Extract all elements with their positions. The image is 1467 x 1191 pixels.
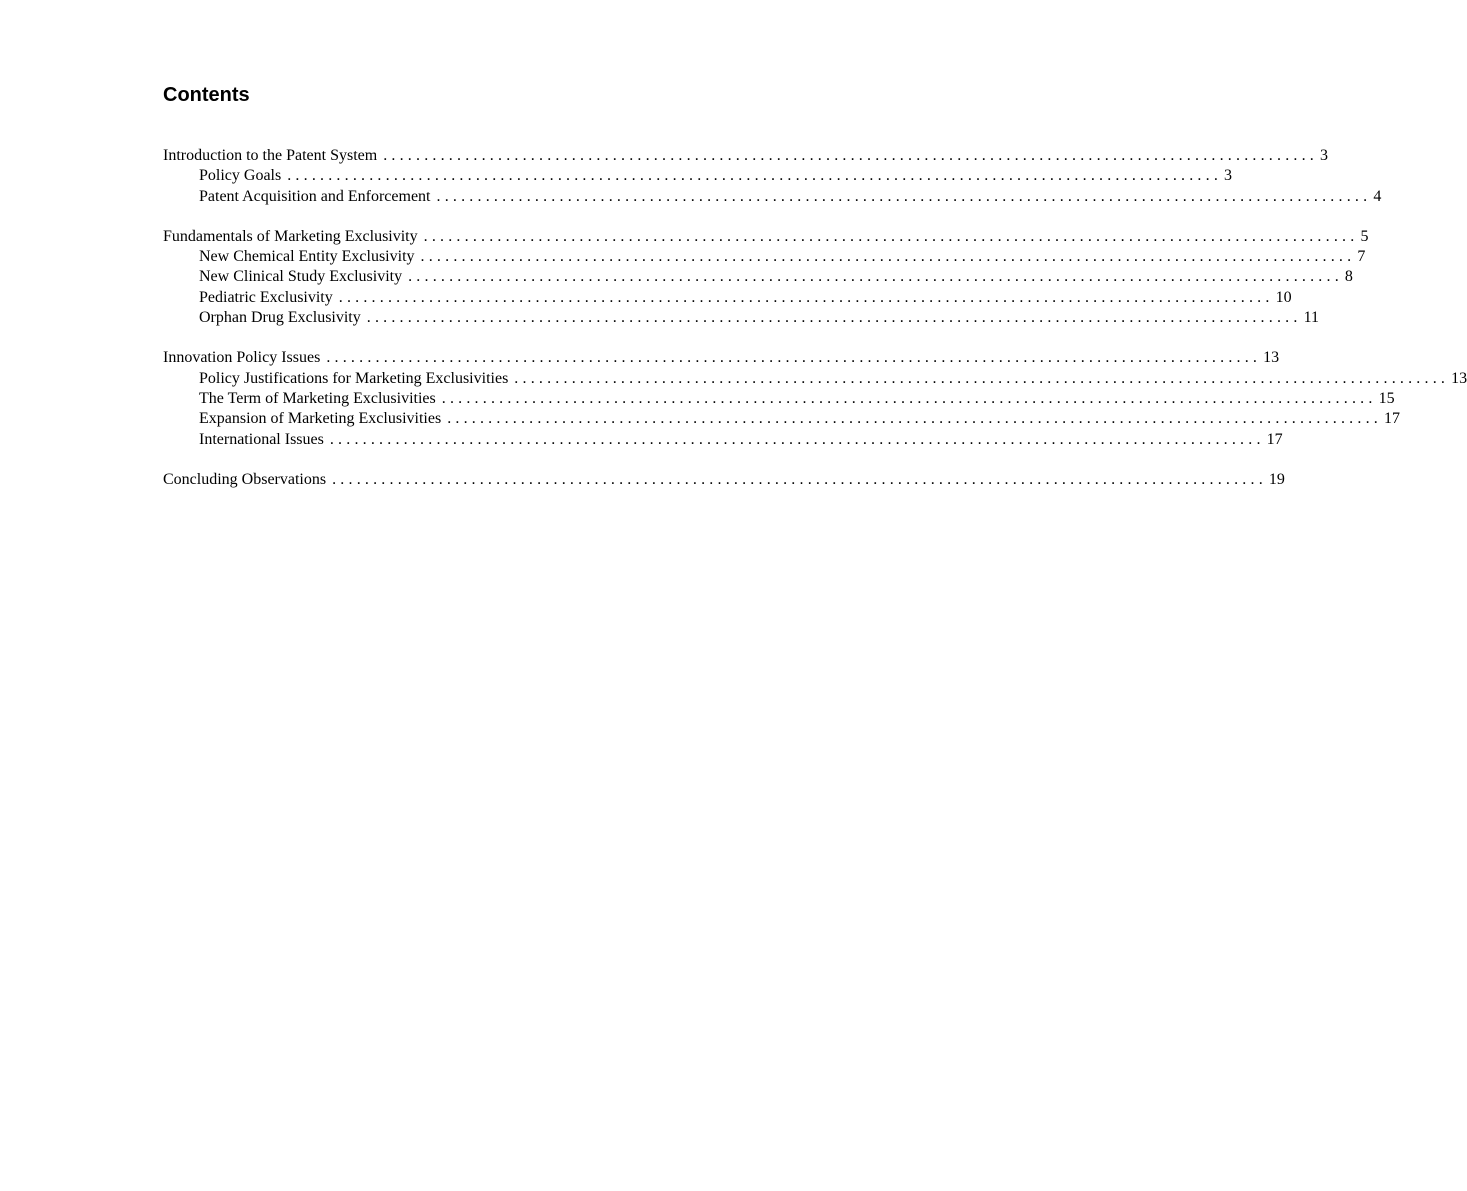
- toc-entry-label: New Chemical Entity Exclusivity: [199, 248, 415, 266]
- dot-leader: ..................................................................................................................: [447, 410, 1382, 428]
- toc-entry-new-clinical-study-exclusivity[interactable]: [163, 267, 1353, 287]
- toc-entry-orphan-drug-exclusivity[interactable]: [163, 308, 1319, 328]
- toc-entry-label: New Clinical Study Exclusivity: [199, 268, 403, 286]
- toc-entry-label: Policy Goals: [199, 167, 282, 185]
- toc-entry-page: 13: [1451, 369, 1467, 387]
- toc-entry-policy-justifications[interactable]: [163, 369, 1467, 389]
- dot-leader: ..................................................................................................................: [332, 470, 1267, 488]
- toc-entry-page: 17: [1266, 430, 1283, 448]
- dot-leader: ..................................................................................................................: [436, 187, 1372, 205]
- toc-entry-label: Expansion of Marketing Exclusivities: [199, 410, 442, 428]
- toc-entry-label: Introduction to the Patent System: [163, 147, 378, 164]
- toc-entry-page: 3: [1224, 167, 1233, 185]
- dot-leader: ..................................................................................................................: [441, 389, 1377, 407]
- toc-entry-term-of-marketing-exclusivities[interactable]: [163, 389, 1395, 409]
- toc-section-innovation-policy: [163, 348, 1467, 449]
- table-of-contents: [163, 146, 1467, 510]
- toc-entry-page: 15: [1378, 389, 1395, 407]
- toc-entry-page: 19: [1268, 470, 1285, 488]
- toc-section-introduction: [163, 146, 1382, 207]
- toc-entry-page: 17: [1384, 410, 1400, 428]
- toc-entry-page: 13: [1263, 349, 1280, 367]
- toc-entry-label: Orphan Drug Exclusivity: [199, 309, 361, 327]
- toc-entry-expansion-of-marketing-exclusivities[interactable]: [163, 409, 1400, 429]
- toc-entry-patent-acquisition-and-enforcement[interactable]: [163, 187, 1382, 207]
- toc-entry-pediatric-exclusivity[interactable]: [163, 288, 1292, 308]
- toc-entry-new-chemical-entity-exclusivity[interactable]: [163, 247, 1366, 267]
- toc-entry-introduction-to-the-patent-system[interactable]: [163, 146, 1329, 166]
- dot-leader: ..................................................................................................................: [420, 248, 1356, 266]
- toc-entry-international-issues[interactable]: [163, 430, 1283, 450]
- toc-entry-page: 8: [1344, 268, 1353, 286]
- toc-section-fundamentals: [163, 227, 1369, 328]
- dot-leader: ..................................................................................................................: [329, 430, 1265, 448]
- dot-leader: ..................................................................................................................: [287, 167, 1223, 185]
- dot-leader: ..................................................................................................................: [423, 227, 1359, 245]
- toc-entry-label: Policy Justifications for Marketing Exclusivities: [199, 369, 509, 387]
- page-title: Contents: [163, 84, 250, 106]
- dot-leader: ..................................................................................................................: [383, 147, 1319, 164]
- toc-entry-label: International Issues: [199, 430, 324, 448]
- toc-entry-label: Fundamentals of Marketing Exclusivity: [163, 227, 418, 245]
- toc-entry-page: 5: [1360, 227, 1369, 245]
- toc-entry-page: 7: [1357, 248, 1366, 266]
- dot-leader: ..................................................................................................................: [408, 268, 1343, 286]
- toc-entry-concluding-observations[interactable]: [163, 470, 1285, 490]
- toc-entry-label: Patent Acquisition and Enforcement: [199, 187, 431, 205]
- dot-leader: ..................................................................................................................: [514, 369, 1450, 387]
- toc-entry-page: 3: [1320, 147, 1329, 164]
- toc-entry-page: 10: [1275, 288, 1292, 306]
- toc-entry-label: The Term of Marketing Exclusivities: [199, 389, 436, 407]
- toc-entry-fundamentals-of-marketing-exclusivity[interactable]: [163, 227, 1369, 247]
- dot-leader: ..................................................................................................................: [326, 349, 1262, 367]
- toc-entry-label: Pediatric Exclusivity: [199, 288, 333, 306]
- dot-leader: ..................................................................................................................: [366, 309, 1302, 327]
- toc-entry-page: 4: [1373, 187, 1382, 205]
- toc-entry-label: Concluding Observations: [163, 470, 327, 488]
- toc-entry-page: 11: [1303, 309, 1319, 327]
- toc-entry-policy-goals[interactable]: [163, 166, 1233, 186]
- toc-section-concluding: [163, 470, 1285, 490]
- toc-entry-innovation-policy-issues[interactable]: [163, 348, 1280, 368]
- dot-leader: ..................................................................................................................: [338, 288, 1274, 306]
- toc-entry-label: Innovation Policy Issues: [163, 349, 321, 367]
